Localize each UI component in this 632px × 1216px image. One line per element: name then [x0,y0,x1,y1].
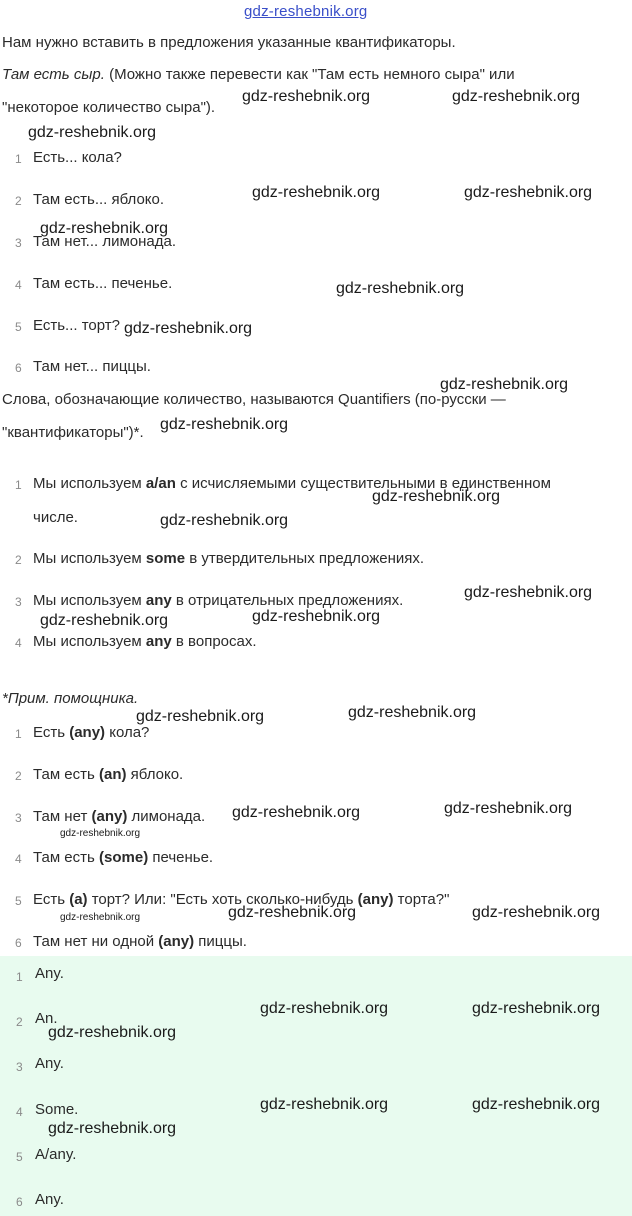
intro-text: Нам нужно вставить в предложения указанные квантификаторы. [2,34,456,51]
watermark: gdz-reshebnik.org [464,184,593,201]
watermark: gdz-reshebnik.org [48,1120,177,1137]
answer-text: Any. [35,1055,64,1072]
item-number: 1 [15,478,22,492]
text-part: Есть [33,724,70,741]
rule-keyword: any [145,633,172,650]
watermark: gdz-reshebnik.org [464,584,593,601]
item-text [33,549,424,569]
watermark: gdz-reshebnik.org [48,1024,177,1041]
watermark: gdz-reshebnik.org [40,612,169,629]
item-number: 2 [15,769,22,783]
answer-text: Any. [35,965,64,982]
answer-keyword: (any) [158,933,195,950]
watermark-small: gdz-reshebnik.org [60,912,141,923]
rule-pre: Мы используем [33,550,146,567]
item-number: 4 [15,636,22,650]
text-part: торт? Или: "Есть хоть сколько-нибудь [87,891,358,908]
quantifiers-note-line-1: Слова, обозначающие количество, называются Quantifiers (по-русски — [2,391,506,408]
rule-post: в утвердительных предложениях. [185,550,425,567]
item-number: 3 [16,1060,23,1074]
answer-keyword: (a) [69,891,88,908]
answer-keyword: (an) [99,766,127,783]
item-number: 3 [15,236,22,250]
rule-keyword: a/an [145,475,176,492]
text-part: Там нет [33,808,92,825]
watermark: gdz-reshebnik.org [260,1000,389,1017]
example-rest: (Можно также перевести как "Там есть немного сыра" или [104,66,515,83]
watermark: gdz-reshebnik.org [472,904,601,921]
item-number: 6 [16,1195,23,1209]
watermark: gdz-reshebnik.org [40,220,169,237]
watermark: gdz-reshebnik.org [440,376,569,393]
rule-pre: Мы используем [33,475,146,492]
answer-text: A/any. [35,1146,77,1163]
text-part: Есть [33,891,70,908]
item-number: 3 [15,811,22,825]
item-text: Там есть... печенье. [33,275,173,292]
helper-note-text: *Прим. помощника. [2,690,139,707]
item-text-continued: числе. [33,509,78,526]
watermark: gdz-reshebnik.org [28,124,157,141]
item-text [33,632,257,652]
rule-post: в отрицательных предложениях. [171,592,404,609]
rule-pre: Мы используем [33,592,146,609]
item-text: Там нет... лимонада. [33,233,176,250]
item-text: Там есть... яблоко. [33,191,165,208]
item-number: 1 [15,152,22,166]
text-part: Там есть [33,849,100,866]
text-part: торта?" [393,891,450,908]
rule-post: с исчисляемыми существительными в единственном [175,475,551,492]
answer-keyword: (any) [91,808,128,825]
watermark: gdz-reshebnik.org [472,1096,601,1113]
watermark: gdz-reshebnik.org [136,708,265,725]
item-text [33,723,149,743]
rule-post: в вопросах. [171,633,257,650]
watermark: gdz-reshebnik.org [232,804,361,821]
text-part: яблоко. [126,766,184,783]
watermark: gdz-reshebnik.org [242,88,371,105]
item-number: 2 [16,1015,23,1029]
item-number: 6 [15,361,22,375]
text-part: пиццы. [194,933,247,950]
example-italic: Там есть сыр. [2,66,105,83]
item-text: Есть... торт? [33,317,120,334]
watermark: gdz-reshebnik.org [124,320,253,337]
item-text [33,848,213,868]
watermark-small: gdz-reshebnik.org [60,828,141,839]
text-part: кола? [105,724,150,741]
text-part: Там есть [33,766,100,783]
watermark: gdz-reshebnik.org [260,1096,389,1113]
answer-text: Any. [35,1191,64,1208]
item-text [33,932,247,952]
item-number: 3 [15,595,22,609]
rule-keyword: any [145,592,172,609]
text-part: лимонада. [127,808,206,825]
item-number: 5 [15,320,22,334]
item-number: 4 [15,278,22,292]
watermark: gdz-reshebnik.org [252,608,381,625]
example-line-1 [2,65,515,85]
watermark: gdz-reshebnik.org [348,704,477,721]
text-part: печенье. [148,849,214,866]
item-text [33,765,183,785]
text-part: Там нет ни одной [33,933,159,950]
answer-keyword: (some) [99,849,149,866]
item-number: 4 [16,1105,23,1119]
watermark: gdz-reshebnik.org [452,88,581,105]
rule-pre: Мы используем [33,633,146,650]
rule-keyword: some [145,550,186,567]
watermark: gdz-reshebnik.org [160,512,289,529]
item-number: 2 [15,553,22,567]
answer-text: An. [35,1010,58,1027]
item-number: 2 [15,194,22,208]
helper-note [2,689,138,709]
item-text: Там нет... пиццы. [33,358,151,375]
item-text: Есть... кола? [33,149,122,166]
item-number: 5 [15,894,22,908]
example-line-2: "некоторое количество сыра"). [2,99,216,116]
item-number: 1 [15,727,22,741]
item-number: 5 [16,1150,23,1164]
watermark: gdz-reshebnik.org [228,904,357,921]
watermark: gdz-reshebnik.org [372,488,501,505]
answers-block [0,956,632,1216]
answer-keyword: (any) [357,891,394,908]
watermark: gdz-reshebnik.org [160,416,289,433]
watermark: gdz-reshebnik.org [472,1000,601,1017]
item-number: 6 [15,936,22,950]
answer-text: Some. [35,1101,79,1118]
site-watermark-link[interactable]: gdz-reshebnik.org [244,3,368,20]
watermark: gdz-reshebnik.org [336,280,465,297]
answer-keyword: (any) [69,724,106,741]
item-number: 4 [15,852,22,866]
watermark: gdz-reshebnik.org [252,184,381,201]
quantifiers-note-line-2: "квантификаторы")*. [2,424,144,441]
item-number: 1 [16,970,23,984]
watermark: gdz-reshebnik.org [444,800,573,817]
